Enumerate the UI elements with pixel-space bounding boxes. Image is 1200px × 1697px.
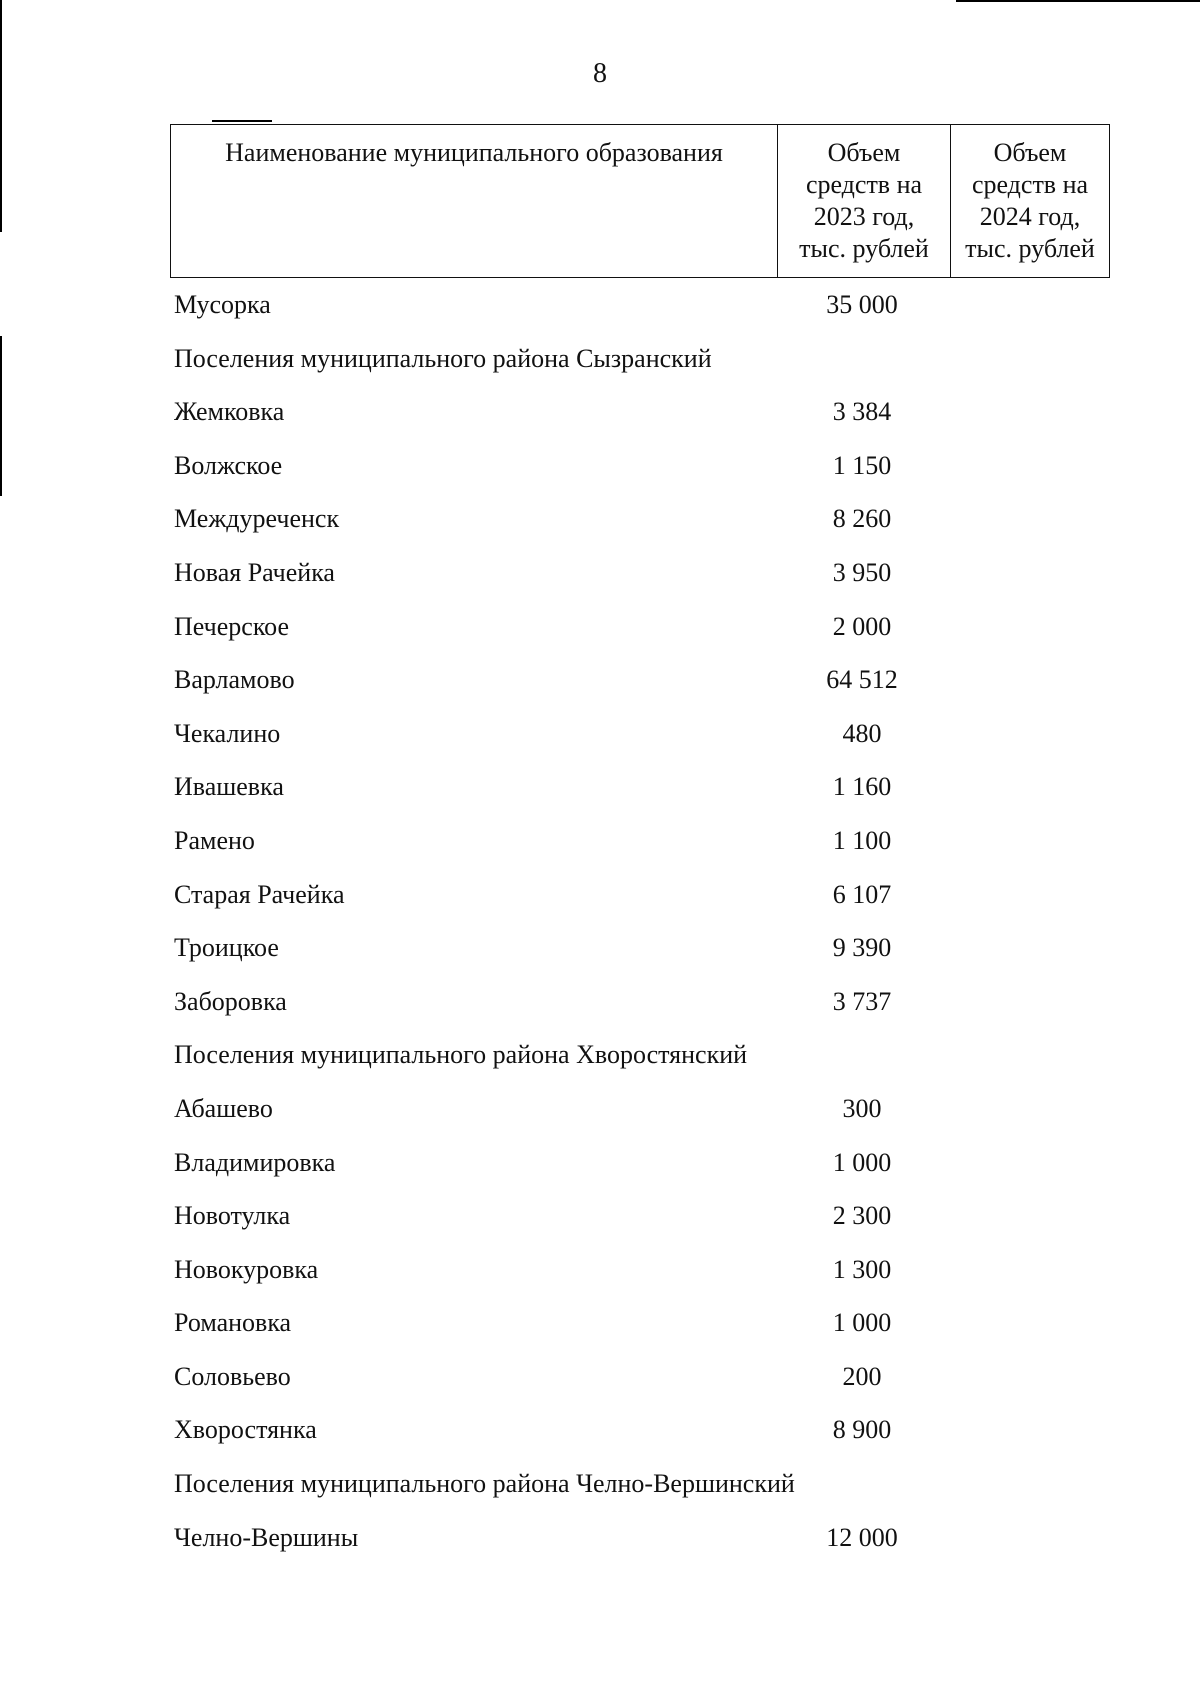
row-name: Новокуровка [174,1254,319,1284]
table-row [172,1082,1108,1136]
header-2024-line: 2024 год, [979,202,1081,231]
row-value-2023: 1 100 [832,825,892,855]
row-name: Новая Рачейка [174,557,335,587]
table-row [172,868,1108,922]
row-name: Мусорка [174,290,271,319]
header-2023-line: 2023 год, [813,202,915,231]
row-value-2023: 2 000 [832,611,892,641]
table-row [172,1511,1108,1565]
row-value-2023: 1 150 [832,450,892,480]
scan-edge-line-left-1 [0,0,2,232]
row-name: Ивашевка [174,772,284,802]
header-2024-line: тыс. рублей [965,234,1095,263]
row-value-2023: 200 [842,1361,882,1391]
scan-edge-line-top [956,0,1200,2]
section-title: Поселения муниципального района Сызранский [174,343,712,373]
row-value-2023: 3 384 [832,397,892,427]
table-row-section [172,332,1108,386]
row-name: Челно-Вершины [174,1522,359,1552]
table-row [172,814,1108,868]
row-value-2023: 1 000 [832,1147,892,1177]
row-name: Романовка [174,1308,292,1338]
header-top-dash [212,120,272,122]
row-value-2023: 300 [842,1093,882,1123]
row-value-2023: 1 000 [832,1308,892,1338]
table-row [172,1296,1108,1350]
row-name: Заборовка [174,986,287,1016]
table-row [172,975,1108,1029]
table-row-section [172,1028,1108,1082]
row-value-2023: 6 107 [832,879,892,909]
table-row [172,439,1108,493]
table-row [172,653,1108,707]
row-value-2023: 64 512 [826,665,898,695]
row-value-2023: 9 390 [832,933,892,963]
row-value-2023: 12 000 [826,1522,898,1552]
section-title: Поселения муниципального района Челно-Вершинский [174,1469,795,1499]
row-value-2023: 2 300 [832,1201,892,1231]
row-name: Междуреченск [174,504,340,534]
header-2024-cell [951,125,1110,278]
table-row [172,1350,1108,1404]
row-value-2023: 3 737 [832,986,892,1016]
row-name: Жемковка [174,397,285,427]
table-row [172,760,1108,814]
table-row [172,1243,1108,1297]
header-2023-line: Объем [827,138,901,167]
table-row [172,546,1108,600]
row-name: Троицкое [174,933,279,963]
row-value-2023: 1 160 [832,772,892,802]
scan-edge-line-left-2 [0,336,2,496]
row-value-2023: 8 900 [832,1415,892,1445]
header-name-label: Наименование муниципального образования [225,138,723,167]
table-header [170,124,1110,278]
row-value-2023: 1 300 [832,1254,892,1284]
header-2023-line: тыс. рублей [799,234,929,263]
row-name: Абашево [174,1093,273,1123]
header-2024-line: средств на [971,170,1089,199]
table-row [172,600,1108,654]
table-row [172,921,1108,975]
row-name: Хворостянка [174,1415,317,1445]
row-value-2023: 8 260 [832,504,892,534]
row-value-2023: 480 [842,718,882,748]
table-row [172,492,1108,546]
table-row [172,1403,1108,1457]
row-name: Волжское [174,450,283,480]
row-name: Владимировка [174,1147,336,1177]
page-number: 8 [593,58,607,89]
row-name: Печерское [174,611,289,641]
table-row [172,278,1108,332]
table-row [172,1136,1108,1190]
row-name: Старая Рачейка [174,879,345,909]
header-2023-cell [778,125,951,278]
header-name-cell [171,125,778,278]
table-row [172,385,1108,439]
table-row [172,707,1108,761]
header-2024-line: Объем [993,138,1067,167]
section-title: Поселения муниципального района Хворостянский [174,1040,748,1070]
row-name: Рамено [174,825,255,855]
header-2023-line: средств на [805,170,923,199]
row-value-2023: 35 000 [826,290,898,319]
table-body [172,278,1108,1564]
row-name: Чекалино [174,718,281,748]
row-value-2023: 3 950 [832,557,892,587]
table-row-section [172,1457,1108,1511]
row-name: Варламово [174,665,295,695]
table-row [172,1189,1108,1243]
row-name: Новотулка [174,1201,291,1231]
row-name: Соловьево [174,1361,291,1391]
